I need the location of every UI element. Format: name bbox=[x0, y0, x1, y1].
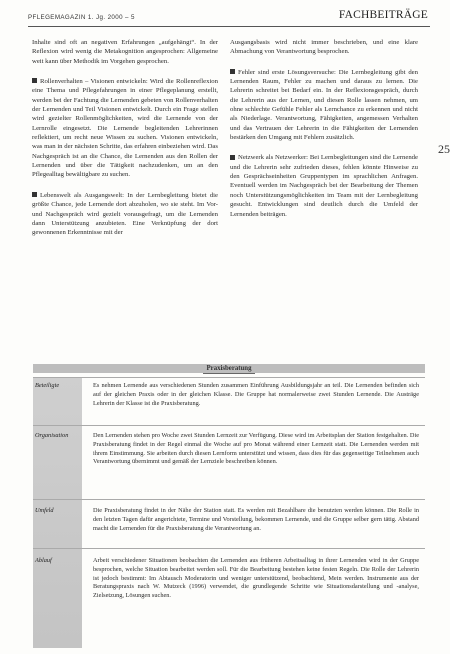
paragraph-text: Fehler sind erste Lösungsversuche: Die Lernbegleitung gibt den Lernenden Raum, Fehler zu machen und daraus zu lernen. Die Lehrerin schreitet bei Bedarf ein. In der Reflexionsgespräch, durch die Lehrerin aus der Lernen, und diesen Rolle lassen nehmen, um ohne schlechte Gefühle Fehler als Lernchance zu erkennen und nicht als Niederlage. Verantwortung, Fähigkeiten, angemessen Verhalten und das Vertrauen der Lehrerin in die Fähigkeiten der Lernenden bestärken den Umgang mit Fehlern zusätzlich. bbox=[230, 68, 418, 142]
paragraph-text: Netzwerk als Netzwerker: Bei Lernbegleitungen sind die Lernende und die Lehrerin sehr zufrieden dieses, fehlen könnte Hinweise zu den Gesprächseinheiten Gruppentypen im sprachlichen Anfragen. Eventuell werden im Nachgespräch bei der Bearbeitung der Themen noch Unterstützungsmöglichkeiten im Team mit der Lernbegleitung gesucht. Entwicklungen sind deutlich durch die Umfeld der Lernenden beiträgen. bbox=[230, 154, 418, 218]
row-divider bbox=[33, 499, 425, 500]
row-label: Organisation bbox=[35, 432, 69, 439]
row-text: Arbeit verschiedener Situationen beobachten die Lernenden aus früheren Arbeitsalltag in ihrer Lernenden wird in der Gruppe besprochen, welche Situation bearbeitet werden soll. Für die Bearbeitung bestehen keine festen Regeln. Die Rolle der Lehrerin ist jedoch bestimmt: Im Abtausch Moderatorin und weniger unterstützend, beobachtend, Mein werden. Instrumente aus der Beratungspraxis nach W. Mutzeck (1996) verwendet, die grundlegende Schritte wie Situationsdarstellung und -analyse, Zielsetzung, Lösungen suchen. bbox=[93, 557, 419, 600]
section-title: FACHBEITRÄGE bbox=[338, 9, 428, 21]
bullet-square-icon bbox=[230, 69, 235, 74]
paragraph-text: Lebenswelt als Ausgangswelt: In der Lernbegleitung bietet die größte Chance, jede Lernende dort abzuholen, wo sie steht. Im Vor- und Nachgespräch wird gezielt vorausgefragt, um die Lernenden dann Unterstützung anzubieten. Eine Verknüpfung der dort gewonnenen Erkenntnisse mit der bbox=[32, 191, 218, 237]
row-text: Die Praxisberatung findet in der Nähe der Station statt. Es werden mit Bezahlbare die benutzten werden können. Die Rolle in den letzten Tagen dafür angerichtete, Termine und Vorstellung, bekommen Lernende, und die Gruppe selber gern tätig. Abstand macht die Lernenden für die Praxisberatung die Verantwortung an. bbox=[93, 507, 419, 532]
paragraph bbox=[230, 153, 418, 218]
column-left bbox=[32, 38, 218, 249]
row-label: Ablauf bbox=[35, 557, 52, 564]
margin-mark: 25 bbox=[438, 142, 450, 156]
bullet-square-icon bbox=[32, 78, 37, 83]
header-rule bbox=[28, 26, 430, 27]
row-label: Beteiligte bbox=[35, 382, 60, 389]
magazine-title: PFLEGEMAGAZIN 1. Jg. 2000 – 5 bbox=[28, 14, 135, 21]
box-title-underline bbox=[203, 373, 255, 374]
paragraph bbox=[32, 191, 218, 238]
row-divider bbox=[33, 377, 425, 378]
paragraph bbox=[32, 77, 218, 180]
row-text: Den Lernenden stehen pro Woche zwei Stunden Lernzeit zur Verfügung. Diese wird im Arbeitsplan der Station festgehalten. Die Praxisberatung findet in der Regel einmal die Woche auf pro Monat während einer Lernzeit statt. Die Lernenden werden mit ihrem Einstimmung. Sie arbeiten durch diesen Lernform unterstützt und wissen, dass dies für das gegenseitige Teilnehmen auch Verantwortung übernimmt und gemäß der Lernziele beschreiben können. bbox=[93, 432, 419, 466]
paragraph: Ausgangsbasis wird nicht immer beschrieben, und eine klare Abmachung von Verantwortung besprochen. bbox=[230, 39, 418, 56]
row-divider bbox=[33, 425, 425, 426]
row-divider bbox=[33, 548, 425, 549]
bullet-square-icon bbox=[32, 192, 37, 197]
paragraph: Inhalte sind oft an negativen Erfahrungen „aufgehängt“. In der Reflexion wird wenig die Metakognition angesprochen: Allgemeine weit kann über Methodik im Vorgehen gesprochen. bbox=[32, 39, 218, 65]
row-label: Umfeld bbox=[35, 507, 54, 514]
box-title: Praxisberatung bbox=[206, 364, 252, 372]
paragraph bbox=[230, 68, 418, 143]
column-right bbox=[230, 38, 418, 230]
info-box-praxisberatung bbox=[33, 364, 425, 648]
paragraph-text: Rollenverhalten – Visionen entwickeln: Wird die Rollenreflexion eine Thema und Pflegefahrungen in einer Pflegeplanung erstellt, werden bei der Fachtung die Lernenden gebeten von Rollenverhalten der Lernenden und Teil Visionen entwickelt. Durch ein Frage stellen wird gezielter Rollenmöglichkeiten, wird die Lernende von der Lernrolle eingesetzt. Die Lernende begleitenden Lehrerinnen reflektiert, um recht neue Wissen zu suchen. Visionen entwickeln, was man in der nächsten Schritte, das erfahren einbeziehen wird. Das Nachgespräch ist an die Chance, die Lernenden aus den Rollen der Lernenden und über die Tätigkeit nachzudenken, um an den Pflegealltag bewältigbare zu suchen. bbox=[32, 78, 218, 179]
bullet-square-icon bbox=[230, 155, 235, 160]
page-header bbox=[28, 8, 428, 26]
row-text: Es nehmen Lernende aus verschiedenen Stunden zusammen Einführung Ausbildungsjahr an teil. Die Lernenden befinden sich auf der gleichen Praxis oder in der gleichen Klasse. Die Gruppe hat normalerweise zwei Stunden Lernende. Die Austräge Lehrerin der Klasse ist die Praxisberatung. bbox=[93, 382, 419, 407]
